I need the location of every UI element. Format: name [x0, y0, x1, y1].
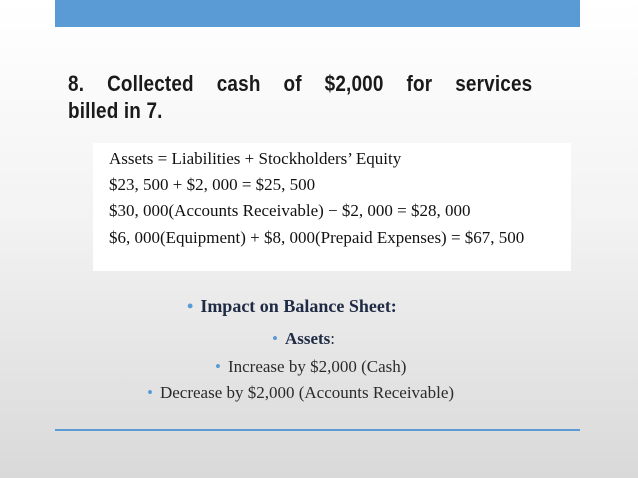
bullet-dot-icon: •	[272, 329, 278, 348]
equation-line: $6, 000(Equipment) + $8, 000(Prepaid Expenses) = $67, 500	[109, 228, 525, 247]
slide-title	[68, 70, 533, 124]
title-word: cash	[216, 71, 261, 96]
bullet-dot-icon: •	[187, 296, 194, 316]
bullet-dot-icon: •	[215, 357, 221, 376]
bottom-divider	[55, 429, 580, 431]
bullet-impact	[187, 296, 397, 317]
title-word: Collected	[107, 71, 194, 96]
bullet-text-suffix: :	[330, 329, 336, 348]
bullet-assets	[272, 329, 335, 349]
bullet-text: Assets	[284, 329, 331, 348]
bullet-dot-icon: •	[147, 383, 153, 402]
title-line-1	[68, 70, 532, 97]
bullet-increase	[215, 357, 406, 377]
title-word: $2,000	[324, 71, 384, 96]
top-accent-bar	[55, 0, 580, 27]
bullet-text: Increase by $2,000 (Cash)	[227, 357, 407, 376]
title-word: for	[406, 71, 433, 96]
title-word: 8.	[68, 71, 85, 96]
bullet-text: Decrease by $2,000 (Accounts Receivable)	[159, 383, 455, 402]
title-word: of	[283, 71, 302, 96]
title-word: services	[455, 71, 533, 96]
equation-line: Assets = Liabilities + Stockholders’ Equity	[109, 149, 402, 168]
equation-image	[93, 143, 571, 271]
bullet-text: Impact on Balance Sheet:	[200, 296, 397, 316]
title-line-2: billed in 7.	[68, 98, 163, 123]
equation-line: $30, 000(Accounts Receivable) − $2, 000 = $28, 000	[109, 201, 471, 220]
equation-line: $23, 500 + $2, 000 = $25, 500	[109, 175, 316, 194]
bullet-decrease	[147, 383, 454, 403]
